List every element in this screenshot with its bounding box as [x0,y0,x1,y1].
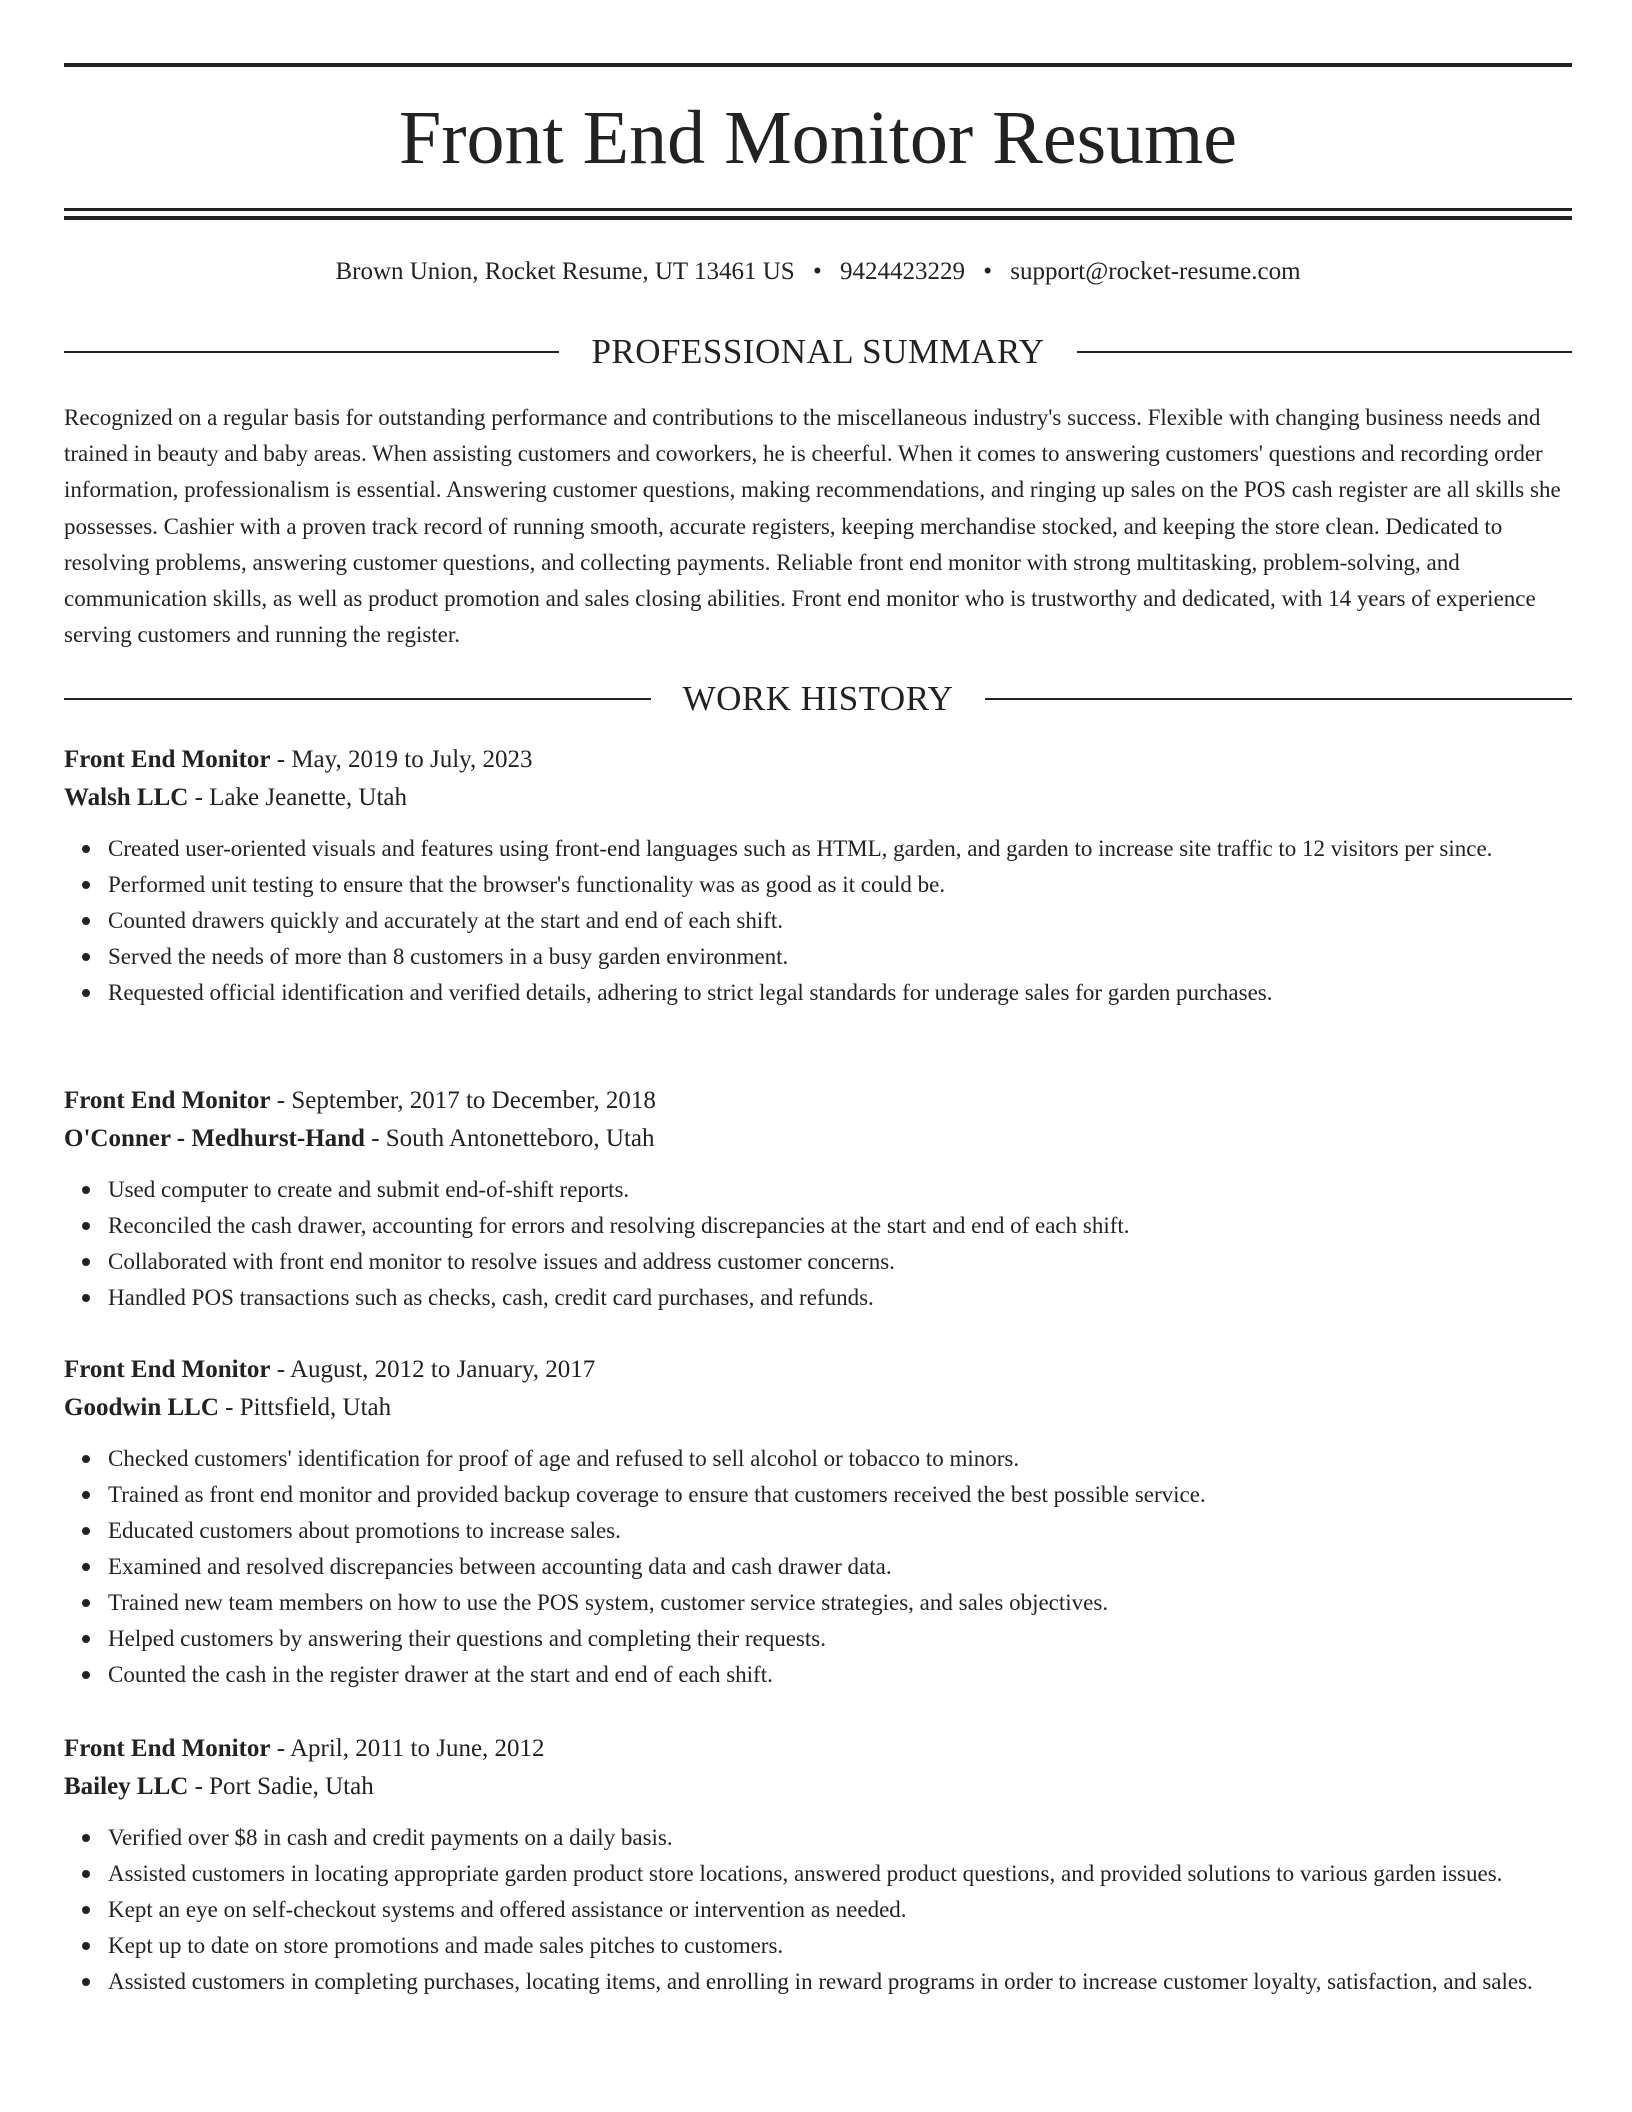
list-item [108,867,1572,903]
summary-heading-label: PROFESSIONAL SUMMARY [591,332,1045,371]
bullet-icon [82,1834,90,1842]
work-history-heading [64,677,1572,721]
job-location: - Lake Jeanette, Utah [188,784,407,811]
bullet-icon [82,1671,90,1679]
job-dates: - May, 2019 to July, 2023 [270,746,533,773]
contact-phone: 9424423229 [839,258,965,285]
bullet-icon [82,1222,90,1230]
list-item [108,1549,1572,1585]
job-company-line [64,779,1572,817]
duty-text: Helped customers by answering their questions and completing their requests. [108,1626,826,1651]
job-title: Front End Monitor [64,1087,271,1114]
contact-email: support@rocket-resume.com [1010,258,1301,285]
job-location: - Pittsfield, Utah [218,1394,392,1421]
list-item [108,1657,1572,1693]
duty-text: Requested official identification and verified details, adhering to strict legal standards for underage sales for garden purchases. [108,980,1273,1005]
list-item [108,1820,1572,1856]
bullet-icon [82,1294,90,1302]
duty-text: Examined and resolved discrepancies between accounting data and cash drawer data. [108,1554,892,1579]
list-item [108,1441,1572,1477]
job-title-line [64,741,1572,779]
job-company: O'Conner - Medhurst-Hand [64,1125,365,1152]
job-title-line [64,1730,1572,1768]
bullet-icon [82,1599,90,1607]
duty-text: Created user-oriented visuals and features using front-end languages such as HTML, garden, and garden to increase site traffic to 12 visitors per since. [108,836,1493,861]
list-item [108,1585,1572,1621]
duty-text: Reconciled the cash drawer, accounting for errors and resolving discrepancies at the start and end of each shift. [108,1213,1130,1238]
heading-rule-left [64,698,651,700]
bullet-icon [82,1491,90,1499]
duty-text: Counted the cash in the register drawer at the start and end of each shift. [108,1662,773,1687]
job-duties-list [64,831,1572,1011]
job-company-line [64,1389,1572,1427]
job-entry [64,1082,1572,1316]
bullet-icon [82,1870,90,1878]
duty-text: Kept an eye on self-checkout systems and offered assistance or intervention as needed. [108,1897,907,1922]
duty-text: Educated customers about promotions to increase sales. [108,1518,621,1543]
list-item [108,1621,1572,1657]
contact-separator: • [812,258,822,285]
job-duties-list [64,1172,1572,1316]
duty-text: Collaborated with front end monitor to resolve issues and address customer concerns. [108,1249,895,1274]
heading-rule-right [1077,351,1572,353]
duty-text: Counted drawers quickly and accurately at the start and end of each shift. [108,908,784,933]
job-company: Bailey LLC [64,1773,189,1800]
job-location: - South Antonetteboro, Utah [364,1125,655,1152]
list-item [108,1892,1572,1928]
list-item [108,939,1572,975]
bullet-icon [82,845,90,853]
duty-text: Trained new team members on how to use the POS system, customer service strategies, and sales objectives. [108,1590,1109,1615]
duty-text: Used computer to create and submit end-of-shift reports. [108,1177,630,1202]
title-rule-lower [64,216,1572,220]
top-rule [64,63,1572,67]
duty-text: Trained as front end monitor and provided backup coverage to ensure that customers received the best possible service. [108,1482,1206,1507]
list-item [108,903,1572,939]
job-title: Front End Monitor [64,1735,271,1762]
bullet-icon [82,1563,90,1571]
duty-text: Kept up to date on store promotions and made sales pitches to customers. [108,1933,784,1958]
bullet-icon [82,953,90,961]
job-entry [64,1351,1572,1693]
bullet-icon [82,1942,90,1950]
job-location: - Port Sadie, Utah [188,1773,374,1800]
duty-text: Served the needs of more than 8 customers in a busy garden environment. [108,944,789,969]
list-item [108,1856,1572,1892]
job-title: Front End Monitor [64,746,271,773]
bullet-icon [82,989,90,997]
summary-heading [64,330,1572,374]
heading-rule-left [64,351,559,353]
job-company: Walsh LLC [64,784,189,811]
list-item [108,1172,1572,1208]
bullet-icon [82,1978,90,1986]
list-item [108,1280,1572,1316]
job-company-line [64,1768,1572,1806]
list-item [108,1928,1572,1964]
list-item [108,1513,1572,1549]
job-entry [64,741,1572,1011]
bullet-icon [82,1455,90,1463]
bullet-icon [82,917,90,925]
heading-rule-right [985,698,1572,700]
duty-text: Verified over $8 in cash and credit payments on a daily basis. [108,1825,673,1850]
bullet-icon [82,1186,90,1194]
list-item [108,1477,1572,1513]
list-item [108,1208,1572,1244]
job-duties-list [64,1820,1572,2000]
duty-text: Performed unit testing to ensure that the browser's functionality was as good as it could be. [108,872,946,897]
job-title: Front End Monitor [64,1356,271,1383]
duty-text: Assisted customers in completing purchases, locating items, and enrolling in reward programs in order to increase customer loyalty, satisfaction, and sales. [108,1969,1533,1994]
list-item [108,975,1572,1011]
summary-text: Recognized on a regular basis for outstanding performance and contributions to the miscellaneous industry's success. Flexible with changing business needs and trained in beauty and baby areas. When assisting customers and coworkers, he is cheerful. When it comes to answering customers' questions and recording order information, professionalism is essential. Answering customer questions, making recommendations, and ringing up sales on the POS cash register are all skills she possesses. Cashier with a proven track record of running smooth, accurate registers, keeping merchandise stocked, and keeping the store clean. Dedicated to resolving problems, answering customer questions, and collecting payments. Reliable front end monitor with strong multitasking, problem-solving, and communication skills, as well as product promotion and sales closing abilities. Front end monitor who is trustworthy and dedicated, with 14 years of experience serving customers and running the register. [64,405,1561,648]
bullet-icon [82,1527,90,1535]
job-dates: - April, 2011 to June, 2012 [270,1735,545,1762]
title-rule-upper [64,208,1572,211]
contact-line [64,254,1572,290]
job-company: Goodwin LLC [64,1394,219,1421]
duty-text: Assisted customers in locating appropriate garden product store locations, answered product questions, and provided solutions to various garden issues. [108,1861,1503,1886]
contact-address: Brown Union, Rocket Resume, UT 13461 US [335,258,795,285]
job-company-line [64,1120,1572,1158]
job-dates: - September, 2017 to December, 2018 [270,1087,656,1114]
job-title-line [64,1082,1572,1120]
job-duties-list [64,1441,1572,1693]
list-item [108,1244,1572,1280]
bullet-icon [82,1635,90,1643]
bullet-icon [82,881,90,889]
list-item [108,1964,1572,2000]
bullet-icon [82,1258,90,1266]
duty-text: Handled POS transactions such as checks, cash, credit card purchases, and refunds. [108,1285,874,1310]
page-title: Front End Monitor Resume [398,96,1238,180]
list-item [108,831,1572,867]
work-history-heading-label: WORK HISTORY [682,679,954,718]
contact-separator: • [983,258,992,285]
bullet-icon [82,1906,90,1914]
job-dates: - August, 2012 to January, 2017 [270,1356,596,1383]
job-title-line [64,1351,1572,1389]
job-entry [64,1730,1572,2000]
duty-text: Checked customers' identification for proof of age and refused to sell alcohol or tobacco to minors. [108,1446,1020,1471]
